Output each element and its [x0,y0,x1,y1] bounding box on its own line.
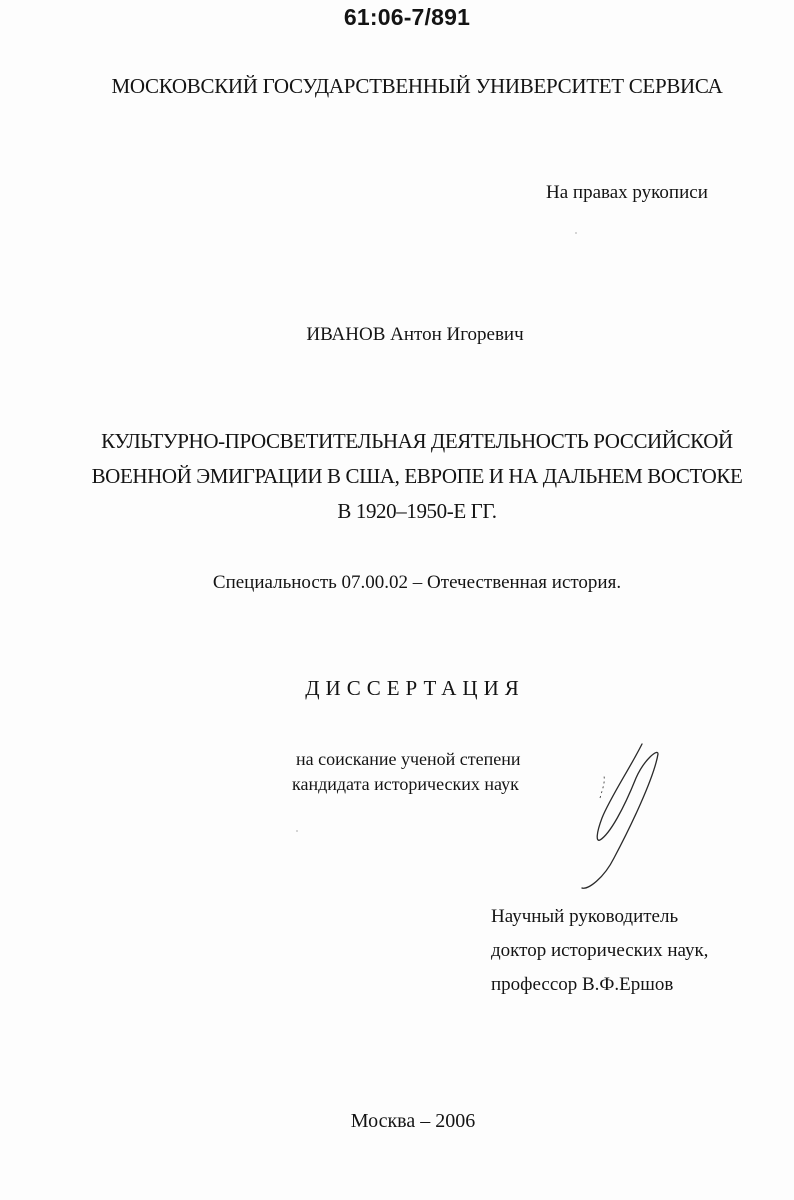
title-line: В 1920–1950-Е ГГ. [337,499,497,523]
handwritten-signature-icon [580,738,670,898]
dissertation-title [0,424,794,529]
degree-statement [292,747,521,797]
degree-line: кандидата исторических наук [292,774,519,794]
author-name: ИВАНОВ Антон Игоревич [306,324,524,345]
degree-line: на соискание ученой степени [296,749,521,769]
manuscript-rights-note: На правах рукописи [546,182,708,203]
city-year: Москва – 2006 [350,1110,476,1132]
supervisor-line: доктор исторических наук, [491,940,709,961]
specialty-line: Специальность 07.00.02 – Отечественная история. [212,572,622,593]
scan-speck [575,232,577,234]
scientific-supervisor [491,900,708,1002]
document-type-heading: ДИССЕРТАЦИЯ [305,676,525,700]
supervisor-line: Научный руководитель [491,906,679,927]
catalog-code: 61:06-7/891 [343,4,471,30]
scan-speck [296,830,298,832]
supervisor-line: профессор В.Ф.Ершов [491,974,674,995]
university-name: МОСКОВСКИЙ ГОСУДАРСТВЕННЫЙ УНИВЕРСИТЕТ СЕРВИСА [111,74,723,98]
title-line: КУЛЬТУРНО-ПРОСВЕТИТЕЛЬНАЯ ДЕЯТЕЛЬНОСТЬ РОССИЙСКОЙ [101,429,733,453]
title-line: ВОЕННОЙ ЭМИГРАЦИИ В США, ЕВРОПЕ И НА ДАЛЬНЕМ ВОСТОКЕ [91,464,743,488]
